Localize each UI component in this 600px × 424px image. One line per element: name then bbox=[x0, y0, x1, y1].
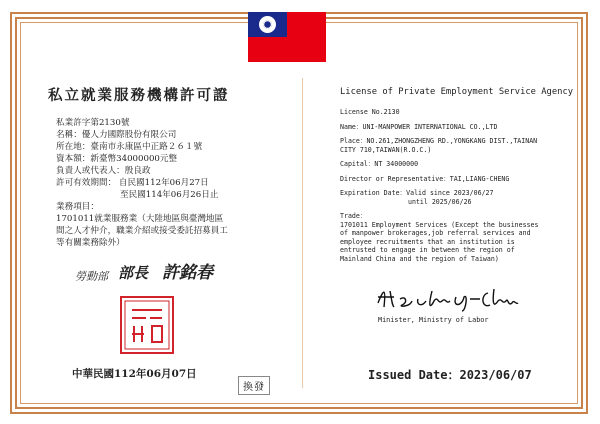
ministry-name: 勞動部 bbox=[75, 270, 108, 283]
zh-trade-2: 間之人才仲介，職業介紹或接受委託招募員工 bbox=[56, 226, 228, 236]
zh-name: 名稱：優人力國際股份有限公司 bbox=[56, 130, 177, 140]
column-divider bbox=[302, 78, 303, 388]
minister-name: 許銘春 bbox=[162, 263, 213, 283]
zh-place: 所在地：臺南市永康區中正路２６１號 bbox=[56, 142, 203, 152]
title-zh: 私立就業服務機構許可證 bbox=[48, 87, 230, 104]
en-trade-2: of manpower brokerages,job referral services and bbox=[340, 229, 531, 237]
en-capital: Capital：NT 34000000 bbox=[340, 160, 419, 168]
zh-license-no: 私業許字第2130號 bbox=[56, 118, 130, 128]
minister-signature bbox=[372, 283, 522, 313]
zh-validity-1: 許可有效期間： 自民國112年06月27日 bbox=[56, 178, 209, 188]
english-details bbox=[340, 108, 580, 263]
minister-title: 部長 bbox=[118, 264, 149, 282]
issued-date-en: Issued Date：2023/06/07 bbox=[368, 368, 532, 382]
roc-flag-icon bbox=[248, 12, 326, 62]
zh-trade-label: 業務項目： bbox=[56, 202, 99, 212]
en-place-2: CITY 710,TAIWAN(R.O.C.) bbox=[340, 145, 432, 154]
en-expiration-2: until 2025/06/26 bbox=[408, 197, 472, 206]
en-expiration-1: Expiration Date：Valid since 2023/06/27 bbox=[340, 189, 494, 197]
zh-trade-3: 等有關業務除外） bbox=[56, 238, 125, 248]
issue-date-zh: 中華民國112年06月07日 bbox=[72, 368, 197, 380]
en-trade-5: Mainland China and the region of Taiwan) bbox=[340, 254, 499, 263]
chinese-details bbox=[56, 117, 296, 249]
en-license-no: License No.2130 bbox=[340, 108, 400, 116]
en-trade-4: entrusted to engage in between the region of bbox=[340, 246, 515, 254]
zh-trade-1: 1701011就業服務業（大陸地區與臺灣地區 bbox=[56, 214, 224, 224]
reissue-stamp: 換發 bbox=[238, 376, 270, 395]
zh-validity-2: 至民國114年06月26日止 bbox=[120, 190, 219, 200]
en-trade-label: Trade： bbox=[340, 212, 367, 220]
en-name: Name：UNI-MANPOWER INTERNATIONAL CO.,LTD bbox=[340, 122, 498, 131]
title-en: License of Private Employment Service Agency bbox=[340, 87, 574, 97]
en-trade-3: employee recruitments that an institution is bbox=[340, 237, 515, 246]
en-representative: Director or Representative：TAI,LIANG-CHENG bbox=[340, 174, 510, 183]
en-place-1: Place：NO.261,ZHONGZHENG RD.,YONGKANG DIST.,TAINAN bbox=[340, 137, 538, 145]
en-trade-1: 1701011 Employment Services (Except the businesses bbox=[340, 220, 539, 229]
seal-pattern bbox=[122, 298, 172, 352]
zh-representative: 負責人或代表人：殷良政 bbox=[56, 166, 151, 176]
zh-capital: 資本額：新臺幣34000000元整 bbox=[56, 154, 178, 164]
signature-caption: Minister, Ministry of Labor bbox=[378, 316, 489, 324]
official-seal-icon bbox=[120, 296, 174, 354]
